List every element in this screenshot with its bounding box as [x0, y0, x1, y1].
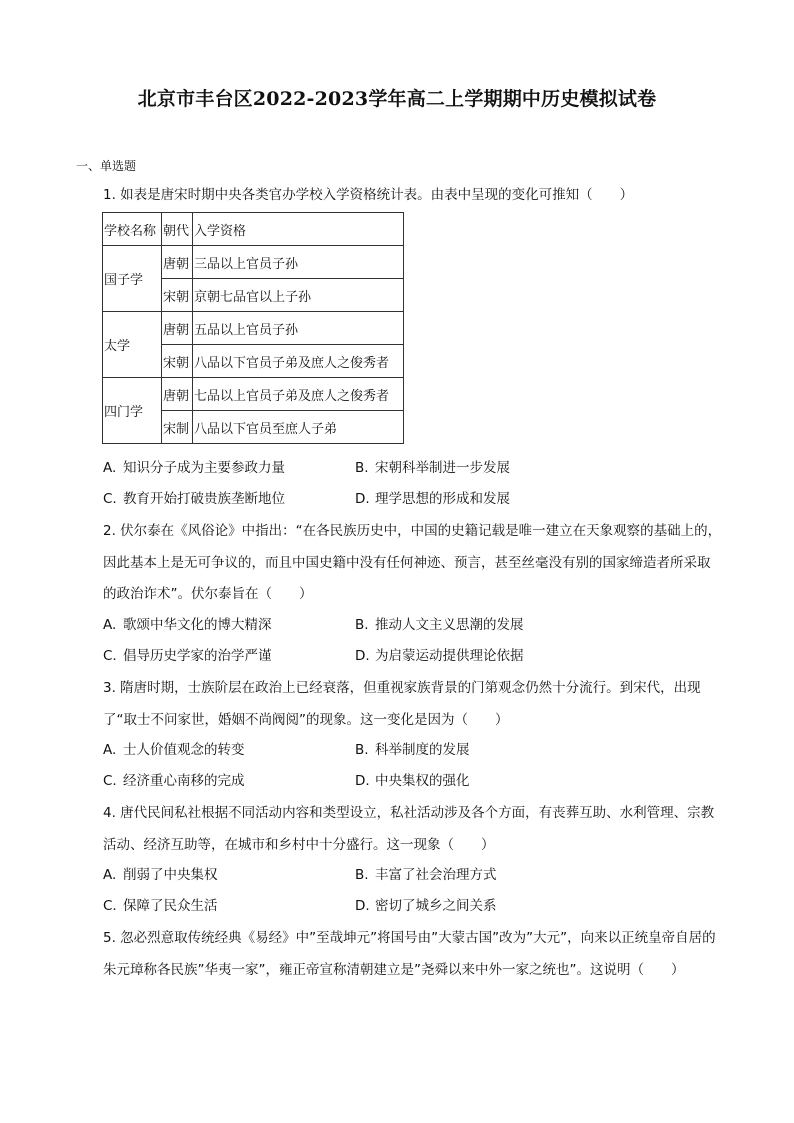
dynasty-cell: 宋朝 [162, 345, 193, 378]
question-5-stem: 5. 忽必烈意取传统经典《易经》中”至哉坤元”将国号由”大蒙古国”改为”大元”，向来以正统皇帝自居的朱元璋称各民族”华夷一家”，雍正帝宣称清朝建立是”尧舜以来中外一家之统也”。这说明（ ） [103, 930, 716, 978]
option-c[interactable]: C. 保障了民众生活 [103, 898, 218, 914]
school-cell: 四门学 [103, 378, 162, 444]
table-header-cell: 学校名称 [103, 213, 162, 246]
option-a[interactable]: A. 知识分子成为主要参政力量 [103, 460, 285, 476]
dynasty-cell: 宋制 [162, 411, 193, 444]
question-4-options [103, 860, 663, 922]
option-d[interactable]: D. 密切了城乡之间关系 [355, 898, 497, 914]
table-header-cell: 入学资格 [193, 213, 404, 246]
school-cell: 太学 [103, 312, 162, 378]
option-c[interactable]: C. 倡导历史学家的治学严谨 [103, 648, 272, 664]
option-a[interactable]: A. 削弱了中央集权 [103, 867, 218, 883]
qualification-cell: 七品以上官员子弟及庶人之俊秀者 [193, 378, 404, 411]
table-row [103, 312, 404, 345]
school-cell: 国子学 [103, 246, 162, 312]
table-header-cell: 朝代 [162, 213, 193, 246]
option-b[interactable]: B. 推动人文主义思潮的发展 [355, 617, 524, 633]
table-row [103, 246, 404, 279]
table-row [103, 378, 404, 411]
admission-table [102, 212, 404, 444]
option-a[interactable]: A. 歌颂中华文化的博大精深 [103, 617, 272, 633]
option-c[interactable]: C. 经济重心南移的完成 [103, 773, 245, 789]
question-2-options [103, 610, 663, 672]
option-d[interactable]: D. 为启蒙运动提供理论依据 [355, 648, 524, 664]
qualification-cell: 八品以下官员子弟及庶人之俊秀者 [193, 345, 404, 378]
option-b[interactable]: B. 丰富了社会治理方式 [355, 867, 497, 883]
qualification-cell: 五品以上官员子孙 [193, 312, 404, 345]
question-1-options [103, 453, 663, 515]
dynasty-cell: 唐朝 [162, 378, 193, 411]
section-heading: 一、单选题 [76, 159, 137, 173]
page-title: 北京市丰台区2022-2023学年高二上学期期中历史模拟试卷 [137, 88, 657, 110]
question-3-stem: 3. 隋唐时期，士族阶层在政治上已经衰落，但重视家族背景的门第观念仍然十分流行。到宋代，出现了“取士不问家世，婚姻不尚阀阅”的现象。这一变化是因为（ ） [103, 680, 701, 728]
option-b[interactable]: B. 科举制度的发展 [355, 742, 470, 758]
option-b[interactable]: B. 宋朝科举制进一步发展 [355, 460, 510, 476]
option-d[interactable]: D. 理学思想的形成和发展 [355, 491, 510, 507]
qualification-cell: 三品以上官员子孙 [193, 246, 404, 279]
dynasty-cell: 唐朝 [162, 246, 193, 279]
option-d[interactable]: D. 中央集权的强化 [355, 773, 470, 789]
dynasty-cell: 宋朝 [162, 279, 193, 312]
question-4-stem: 4. 唐代民间私社根据不同活动内容和类型设立，私社活动涉及各个方面，有丧葬互助、水利管理、宗教活动、经济互助等，在城市和乡村中十分盛行。这一现象（ ） [103, 805, 715, 853]
qualification-cell: 京朝七品官以上子孙 [193, 279, 404, 312]
question-1-stem: 1. 如表是唐宋时期中央各类官办学校入学资格统计表。由表中呈现的变化可推知（ ） [103, 187, 634, 203]
option-a[interactable]: A. 士人价值观念的转变 [103, 742, 245, 758]
table-header-row [103, 213, 404, 246]
dynasty-cell: 唐朝 [162, 312, 193, 345]
qualification-cell: 八品以下官员至庶人子弟 [193, 411, 404, 444]
option-c[interactable]: C. 教育开始打破贵族垄断地位 [103, 491, 285, 507]
question-2-stem: 2. 伏尔泰在《风俗论》中指出：“在各民族历史中，中国的史籍记载是唯一建立在天象观察的基础上的，因此基本上是无可争议的，而且中国史籍中没有任何神迹、预言，甚至丝毫没有别的国家缔造者所采取的政治诈术”。伏尔泰旨在（ ） [103, 523, 722, 602]
question-3-options [103, 735, 663, 797]
